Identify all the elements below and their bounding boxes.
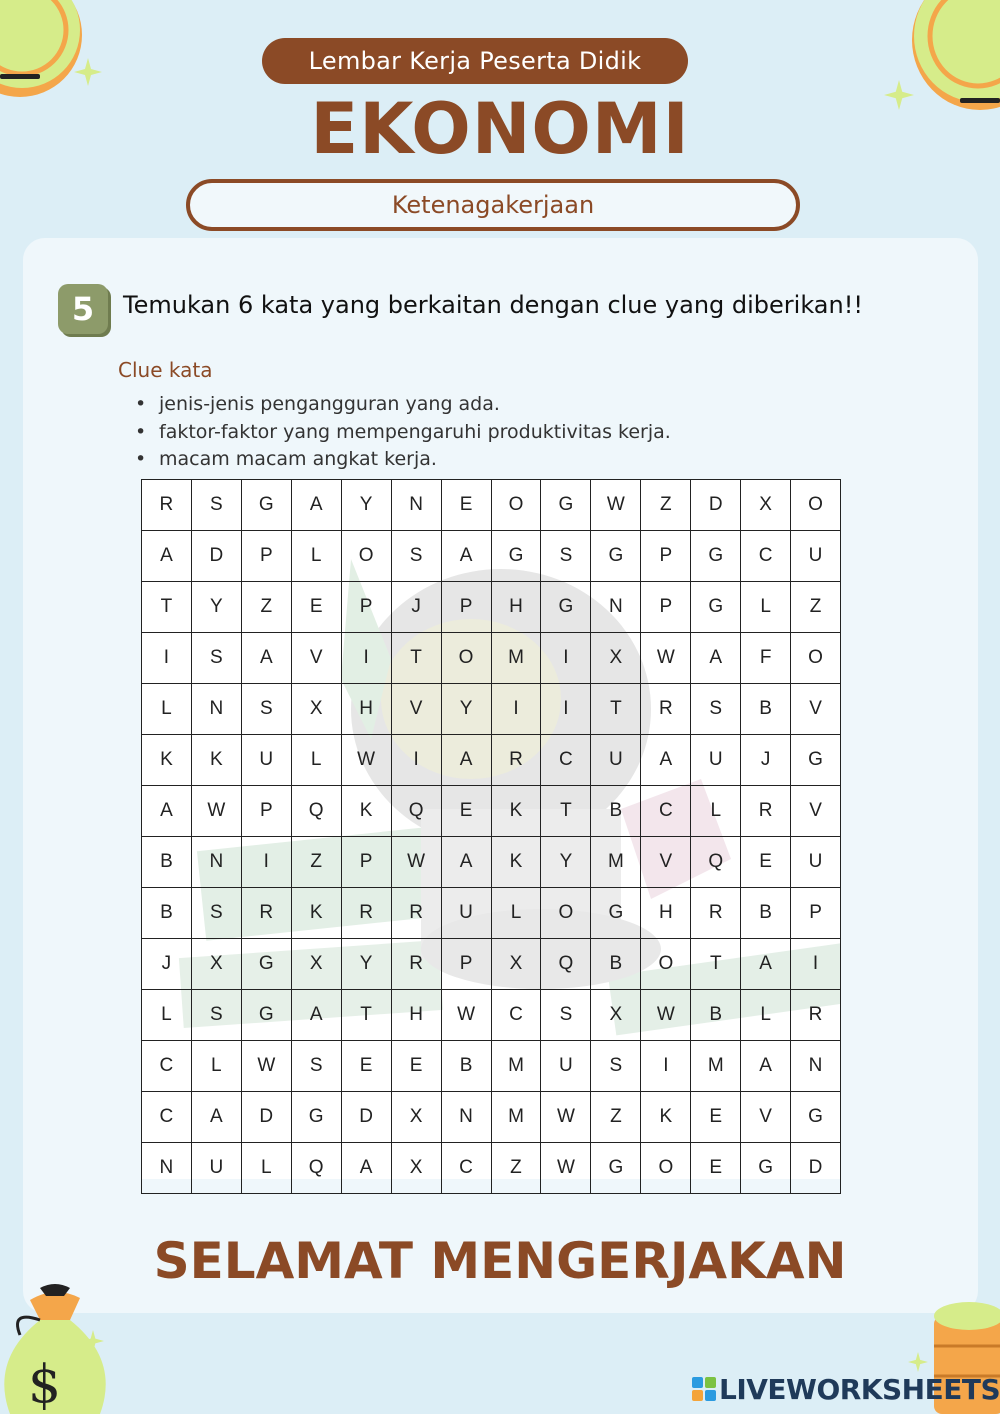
grid-cell[interactable]: S	[541, 531, 591, 582]
grid-cell[interactable]: S	[241, 684, 291, 735]
grid-cell[interactable]: W	[541, 1092, 591, 1143]
grid-cell[interactable]: G	[241, 990, 291, 1041]
grid-cell[interactable]: H	[641, 888, 691, 939]
grid-row	[142, 837, 841, 888]
grid-row	[142, 888, 841, 939]
grid-cell[interactable]: R	[391, 888, 441, 939]
grid-cell[interactable]: T	[142, 582, 192, 633]
grid-cell[interactable]: P	[241, 786, 291, 837]
grid-cell[interactable]: E	[391, 1041, 441, 1092]
grid-cell[interactable]: R	[391, 939, 441, 990]
grid-cell[interactable]: P	[341, 582, 391, 633]
grid-cell[interactable]: J	[741, 735, 791, 786]
grid-row	[142, 1041, 841, 1092]
grid-cell[interactable]: N	[391, 480, 441, 531]
grid-cell[interactable]: K	[142, 735, 192, 786]
logo-mark-icon	[692, 1377, 716, 1401]
grid-cell[interactable]: G	[291, 1092, 341, 1143]
grid-cell[interactable]: Y	[441, 684, 491, 735]
grid-cell[interactable]: C	[142, 1041, 192, 1092]
grid-cell[interactable]: Y	[191, 582, 241, 633]
grid-cell[interactable]: G	[541, 582, 591, 633]
grid-cell[interactable]: A	[191, 1092, 241, 1143]
sparkle-icon	[908, 1352, 928, 1372]
grid-cell[interactable]: D	[191, 531, 241, 582]
grid-cell[interactable]: I	[341, 633, 391, 684]
grid-cell[interactable]: W	[341, 735, 391, 786]
grid-cell[interactable]: A	[291, 990, 341, 1041]
grid-cell[interactable]: S	[191, 633, 241, 684]
grid-cell[interactable]: R	[691, 888, 741, 939]
grid-cell[interactable]: L	[691, 786, 741, 837]
grid-cell[interactable]: V	[641, 837, 691, 888]
grid-cell[interactable]: B	[591, 939, 641, 990]
grid-cell[interactable]: O	[491, 480, 541, 531]
grid-cell[interactable]: E	[691, 1143, 741, 1194]
grid-cell[interactable]: J	[142, 939, 192, 990]
clue-list	[135, 391, 671, 474]
grid-cell[interactable]: B	[142, 837, 192, 888]
grid-cell[interactable]: G	[791, 1092, 841, 1143]
grid-cell[interactable]: U	[191, 1143, 241, 1194]
grid-cell[interactable]: H	[391, 990, 441, 1041]
grid-cell[interactable]: E	[441, 786, 491, 837]
grid-cell[interactable]: G	[241, 939, 291, 990]
grid-cell[interactable]: G	[591, 888, 641, 939]
grid-row	[142, 684, 841, 735]
grid-cell[interactable]: I	[791, 939, 841, 990]
grid-cell[interactable]: U	[541, 1041, 591, 1092]
grid-cell[interactable]: Z	[291, 837, 341, 888]
grid-cell[interactable]: R	[741, 786, 791, 837]
grid-cell[interactable]: N	[791, 1041, 841, 1092]
grid-cell[interactable]: V	[741, 1092, 791, 1143]
grid-cell[interactable]: E	[691, 1092, 741, 1143]
grid-cell[interactable]: L	[291, 735, 341, 786]
grid-cell[interactable]: R	[142, 480, 192, 531]
grid-cell[interactable]: F	[741, 633, 791, 684]
grid-cell[interactable]: I	[541, 633, 591, 684]
grid-cell[interactable]: S	[591, 1041, 641, 1092]
worksheet-banner: Lembar Kerja Peserta Didik	[262, 38, 688, 84]
topic-subtitle: Ketenagakerjaan	[186, 179, 800, 231]
grid-cell[interactable]: T	[541, 786, 591, 837]
grid-cell[interactable]: G	[691, 531, 741, 582]
task-instruction: Temukan 6 kata yang berkaitan dengan clue yang diberikan!!	[123, 291, 863, 319]
grid-cell[interactable]: B	[441, 1041, 491, 1092]
grid-cell[interactable]: U	[591, 735, 641, 786]
grid-cell[interactable]: A	[441, 735, 491, 786]
grid-cell[interactable]: L	[291, 531, 341, 582]
grid-cell[interactable]: I	[641, 1041, 691, 1092]
grid-cell[interactable]: X	[191, 939, 241, 990]
grid-cell[interactable]: S	[191, 888, 241, 939]
grid-cell[interactable]: Y	[341, 939, 391, 990]
grid-cell[interactable]: R	[491, 735, 541, 786]
grid-cell[interactable]: W	[641, 633, 691, 684]
grid-cell[interactable]: N	[441, 1092, 491, 1143]
grid-cell[interactable]: B	[741, 684, 791, 735]
grid-cell[interactable]: C	[641, 786, 691, 837]
liveworksheets-logo	[692, 1372, 1000, 1406]
grid-cell[interactable]: Q	[541, 939, 591, 990]
grid-cell[interactable]: G	[591, 531, 641, 582]
grid-cell[interactable]: X	[491, 939, 541, 990]
grid-cell[interactable]: O	[791, 480, 841, 531]
grid-cell[interactable]: B	[691, 990, 741, 1041]
grid-row	[142, 582, 841, 633]
grid-cell[interactable]: M	[491, 633, 541, 684]
grid-cell[interactable]: C	[741, 531, 791, 582]
grid-cell[interactable]: X	[391, 1092, 441, 1143]
grid-cell[interactable]: T	[391, 633, 441, 684]
grid-cell[interactable]: L	[191, 1041, 241, 1092]
grid-cell[interactable]: Z	[491, 1143, 541, 1194]
grid-cell[interactable]: K	[291, 888, 341, 939]
clue-item: • faktor-faktor yang mempengaruhi produktivitas kerja.	[135, 419, 671, 447]
letter-grid	[141, 479, 841, 1194]
grid-cell[interactable]: A	[142, 531, 192, 582]
grid-cell[interactable]: M	[491, 1041, 541, 1092]
grid-cell[interactable]: I	[142, 633, 192, 684]
grid-cell[interactable]: N	[191, 837, 241, 888]
grid-cell[interactable]: B	[591, 786, 641, 837]
grid-cell[interactable]: W	[241, 1041, 291, 1092]
grid-cell[interactable]: C	[541, 735, 591, 786]
grid-cell[interactable]: G	[541, 480, 591, 531]
grid-cell[interactable]: W	[391, 837, 441, 888]
grid-cell[interactable]: S	[191, 480, 241, 531]
grid-cell[interactable]: V	[291, 633, 341, 684]
task-number-badge: 5	[58, 284, 108, 334]
grid-cell[interactable]: K	[491, 837, 541, 888]
grid-cell[interactable]: G	[791, 735, 841, 786]
grid-cell[interactable]: A	[291, 480, 341, 531]
grid-cell[interactable]: H	[341, 684, 391, 735]
grid-cell[interactable]: O	[341, 531, 391, 582]
grid-cell[interactable]: A	[241, 633, 291, 684]
grid-cell[interactable]: R	[241, 888, 291, 939]
grid-cell[interactable]: W	[541, 1143, 591, 1194]
grid-cell[interactable]: S	[391, 531, 441, 582]
grid-cell[interactable]: C	[142, 1092, 192, 1143]
grid-row	[142, 735, 841, 786]
grid-cell[interactable]: G	[741, 1143, 791, 1194]
grid-cell[interactable]: K	[191, 735, 241, 786]
grid-cell[interactable]: N	[591, 582, 641, 633]
grid-row	[142, 939, 841, 990]
grid-cell[interactable]: C	[491, 990, 541, 1041]
grid-cell[interactable]: A	[641, 735, 691, 786]
grid-row	[142, 531, 841, 582]
grid-cell[interactable]: L	[741, 582, 791, 633]
grid-cell[interactable]: E	[341, 1041, 391, 1092]
grid-cell[interactable]: K	[491, 786, 541, 837]
grid-cell[interactable]: P	[641, 531, 691, 582]
grid-cell[interactable]: T	[341, 990, 391, 1041]
grid-cell[interactable]: L	[142, 684, 192, 735]
grid-cell[interactable]: D	[341, 1092, 391, 1143]
grid-cell[interactable]: S	[291, 1041, 341, 1092]
grid-cell[interactable]: X	[591, 990, 641, 1041]
grid-cell[interactable]: E	[291, 582, 341, 633]
grid-cell[interactable]: U	[791, 531, 841, 582]
grid-cell[interactable]: L	[241, 1143, 291, 1194]
grid-cell[interactable]: E	[741, 837, 791, 888]
grid-cell[interactable]: S	[191, 990, 241, 1041]
grid-cell[interactable]: O	[541, 888, 591, 939]
grid-cell[interactable]: O	[441, 633, 491, 684]
grid-cell[interactable]: G	[241, 480, 291, 531]
grid-cell[interactable]: U	[441, 888, 491, 939]
grid-cell[interactable]: R	[791, 990, 841, 1041]
grid-cell[interactable]: W	[641, 990, 691, 1041]
grid-cell[interactable]: X	[291, 939, 341, 990]
grid-cell[interactable]: Q	[291, 1143, 341, 1194]
grid-cell[interactable]: S	[541, 990, 591, 1041]
grid-cell[interactable]: A	[441, 531, 491, 582]
grid-cell[interactable]: I	[541, 684, 591, 735]
clue-item: • macam macam angkat kerja.	[135, 446, 671, 474]
closing-message: SELAMAT MENGERJAKAN	[153, 1232, 847, 1290]
grid-cell[interactable]: D	[241, 1092, 291, 1143]
grid-cell[interactable]: R	[641, 684, 691, 735]
grid-row	[142, 480, 841, 531]
grid-cell[interactable]: X	[591, 633, 641, 684]
grid-cell[interactable]: G	[691, 582, 741, 633]
grid-cell[interactable]: V	[791, 786, 841, 837]
grid-cell[interactable]: X	[741, 480, 791, 531]
page-title: EKONOMI	[310, 88, 690, 170]
grid-cell[interactable]: M	[691, 1041, 741, 1092]
grid-cell[interactable]: N	[191, 684, 241, 735]
grid-cell[interactable]: Z	[791, 582, 841, 633]
grid-row	[142, 633, 841, 684]
grid-cell[interactable]: G	[491, 531, 541, 582]
grid-cell[interactable]: V	[791, 684, 841, 735]
grid-cell[interactable]: H	[491, 582, 541, 633]
svg-text:$: $	[28, 1355, 62, 1414]
grid-cell[interactable]: K	[341, 786, 391, 837]
grid-cell[interactable]: A	[691, 633, 741, 684]
grid-cell[interactable]: O	[641, 939, 691, 990]
grid-cell[interactable]: A	[441, 837, 491, 888]
grid-cell[interactable]: W	[441, 990, 491, 1041]
grid-cell[interactable]: A	[741, 1041, 791, 1092]
word-search-puzzle	[141, 479, 841, 1179]
grid-cell[interactable]: P	[441, 939, 491, 990]
sparkle-icon	[74, 58, 102, 86]
grid-cell[interactable]: S	[691, 684, 741, 735]
grid-cell[interactable]: Z	[641, 480, 691, 531]
grid-cell[interactable]: M	[491, 1092, 541, 1143]
grid-cell[interactable]: A	[341, 1143, 391, 1194]
grid-cell[interactable]: A	[741, 939, 791, 990]
grid-cell[interactable]: A	[142, 786, 192, 837]
grid-cell[interactable]: I	[491, 684, 541, 735]
grid-cell[interactable]: G	[591, 1143, 641, 1194]
grid-cell[interactable]: P	[641, 582, 691, 633]
grid-cell[interactable]: T	[591, 684, 641, 735]
grid-cell[interactable]: P	[791, 888, 841, 939]
grid-row	[142, 990, 841, 1041]
grid-cell[interactable]: E	[441, 480, 491, 531]
grid-cell[interactable]: R	[341, 888, 391, 939]
grid-cell[interactable]: I	[241, 837, 291, 888]
grid-cell[interactable]: Y	[541, 837, 591, 888]
grid-cell[interactable]: Y	[341, 480, 391, 531]
grid-cell[interactable]: Q	[291, 786, 341, 837]
grid-cell[interactable]: P	[441, 582, 491, 633]
grid-cell[interactable]: B	[741, 888, 791, 939]
grid-cell[interactable]: C	[441, 1143, 491, 1194]
grid-cell[interactable]: L	[491, 888, 541, 939]
grid-cell[interactable]: W	[191, 786, 241, 837]
grid-cell[interactable]: M	[591, 837, 641, 888]
grid-cell[interactable]: Z	[241, 582, 291, 633]
clue-item: • jenis-jenis pengangguran yang ada.	[135, 391, 671, 419]
grid-cell[interactable]: Q	[691, 837, 741, 888]
grid-cell[interactable]: I	[391, 735, 441, 786]
grid-cell[interactable]: X	[291, 684, 341, 735]
grid-cell[interactable]: L	[142, 990, 192, 1041]
grid-row	[142, 1092, 841, 1143]
grid-cell[interactable]: V	[391, 684, 441, 735]
grid-cell[interactable]: B	[142, 888, 192, 939]
grid-cell[interactable]: U	[241, 735, 291, 786]
grid-cell[interactable]: O	[791, 633, 841, 684]
grid-cell[interactable]: O	[641, 1143, 691, 1194]
grid-cell[interactable]: P	[341, 837, 391, 888]
grid-cell[interactable]: J	[391, 582, 441, 633]
grid-cell[interactable]: K	[641, 1092, 691, 1143]
grid-cell[interactable]: Q	[391, 786, 441, 837]
sparkle-icon	[82, 1330, 104, 1352]
grid-cell[interactable]: T	[691, 939, 741, 990]
grid-cell[interactable]: L	[741, 990, 791, 1041]
brand-name: LIVEWORKSHEETS	[719, 1372, 1000, 1406]
grid-cell[interactable]: N	[142, 1143, 192, 1194]
grid-row	[142, 786, 841, 837]
grid-cell[interactable]: U	[791, 837, 841, 888]
grid-cell[interactable]: X	[391, 1143, 441, 1194]
grid-cell[interactable]: W	[591, 480, 641, 531]
grid-cell[interactable]: U	[691, 735, 741, 786]
grid-cell[interactable]: P	[241, 531, 291, 582]
grid-cell[interactable]: Z	[591, 1092, 641, 1143]
grid-cell[interactable]: D	[691, 480, 741, 531]
clue-title: Clue kata	[118, 358, 213, 382]
grid-row	[142, 1143, 841, 1194]
grid-cell[interactable]: D	[791, 1143, 841, 1194]
